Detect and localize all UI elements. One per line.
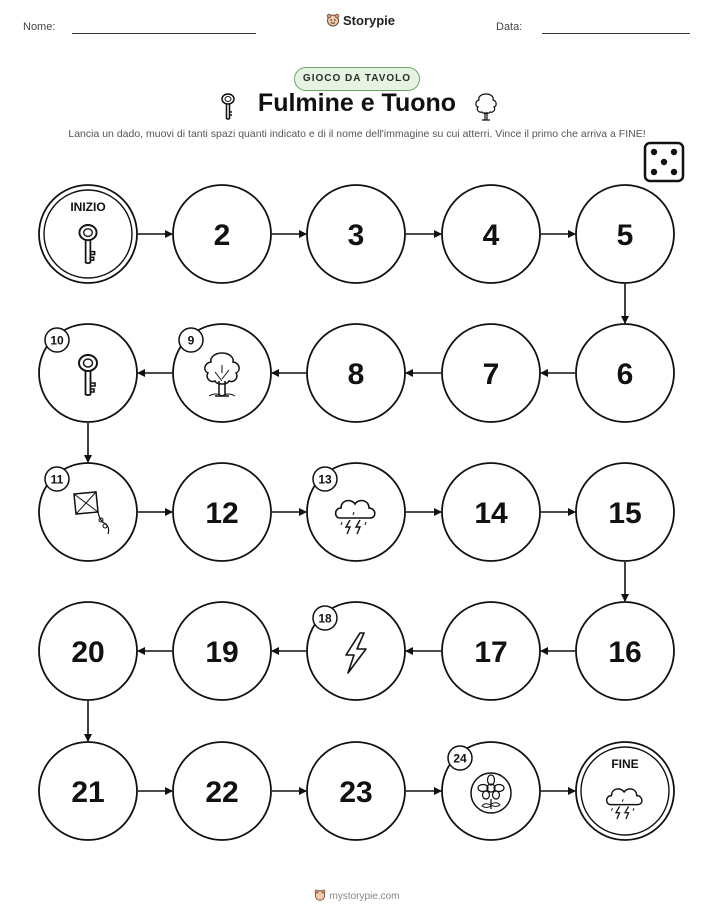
space-number: 12 — [205, 497, 239, 530]
brand-name: Storypie — [343, 13, 396, 28]
space-number-badge: 11 — [50, 472, 64, 487]
board-space-24 — [442, 742, 540, 840]
space-number-badge: 24 — [453, 751, 467, 766]
board-space-15 — [576, 463, 674, 561]
board-space-3 — [307, 185, 405, 283]
footer-mascot-icon — [314, 889, 326, 904]
board-space-10 — [39, 324, 137, 422]
board-space-8 — [307, 324, 405, 422]
space-number: 14 — [474, 497, 508, 530]
board-space-21 — [39, 742, 137, 840]
board-space-20 — [39, 602, 137, 700]
board-space-18 — [307, 602, 405, 700]
space-number: 8 — [347, 358, 365, 391]
space-number: 4 — [482, 219, 500, 252]
instructions: Lancia un dado, muovi di tanti spazi quanti indicato e di il nome dell'immagine su cui atterri. Vince il primo che arriva a FINE! — [68, 128, 646, 140]
space-number-badge: 9 — [187, 333, 195, 348]
board-space-5 — [576, 185, 674, 283]
space-number-badge: 18 — [318, 611, 332, 626]
space-number: 7 — [482, 358, 500, 391]
page-title: Fulmine e Tuono — [257, 89, 457, 117]
space-number: 17 — [474, 636, 508, 669]
space-number: 2 — [213, 219, 231, 252]
footer-url: mystorypie.com — [329, 891, 400, 903]
board-space-1 — [39, 185, 137, 283]
board-space-6 — [576, 324, 674, 422]
space-number: 5 — [616, 219, 634, 252]
space-number: 3 — [347, 219, 365, 252]
board-space-25 — [576, 742, 674, 840]
board-space-13 — [307, 463, 405, 561]
space-number: 23 — [339, 776, 373, 809]
board-space-12 — [173, 463, 271, 561]
space-number: 15 — [608, 497, 642, 530]
space-number: 6 — [616, 358, 634, 391]
board-space-11 — [39, 463, 137, 561]
start-label: INIZIO — [70, 200, 106, 214]
space-number: 22 — [205, 776, 239, 809]
board-space-23 — [307, 742, 405, 840]
name-label: Nome: — [23, 21, 56, 33]
board-space-19 — [173, 602, 271, 700]
space-number: 20 — [71, 636, 105, 669]
space-number: 21 — [71, 776, 105, 809]
space-number: 16 — [608, 636, 642, 669]
board-space-4 — [442, 185, 540, 283]
board-space-7 — [442, 324, 540, 422]
board-space-17 — [442, 602, 540, 700]
board-space-16 — [576, 602, 674, 700]
footer — [0, 889, 714, 904]
date-label: Data: — [496, 21, 523, 33]
board-space-14 — [442, 463, 540, 561]
board-space-9 — [173, 324, 271, 422]
game-type-badge: GIOCO DA TAVOLO — [294, 67, 420, 91]
space-number-badge: 10 — [50, 333, 64, 348]
board-space-22 — [173, 742, 271, 840]
space-number: 19 — [205, 636, 239, 669]
board-space-2 — [173, 185, 271, 283]
finish-label: FINE — [611, 757, 639, 771]
space-number-badge: 13 — [318, 472, 332, 487]
